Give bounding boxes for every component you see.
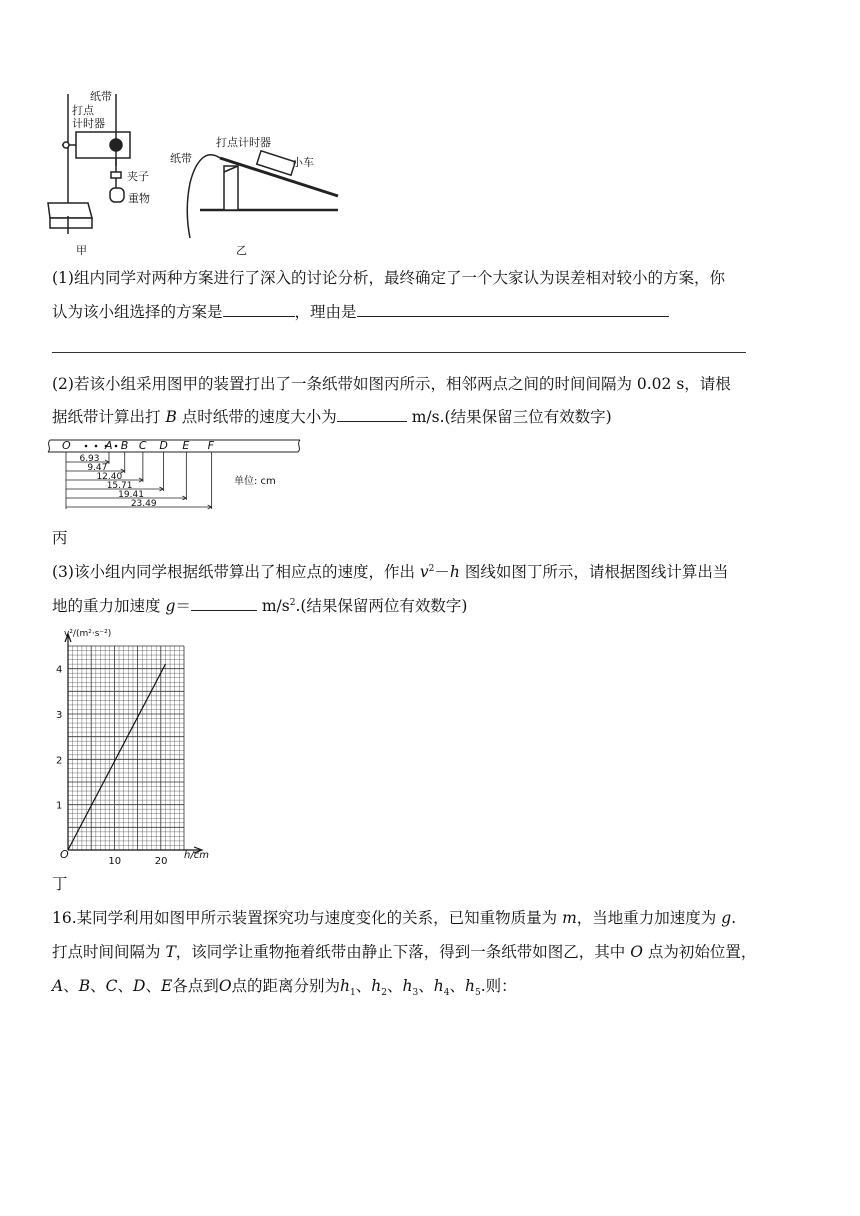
q1-text-a: 认为该小组选择的方案是	[52, 303, 223, 321]
q16-text-g: 各点到	[172, 977, 219, 995]
tape-distance-label: 6.93	[79, 454, 100, 464]
q16-h-var: h	[433, 977, 444, 995]
apparatus-figure	[40, 88, 360, 260]
q16-line2	[52, 942, 756, 962]
q16-h-var: h	[371, 977, 382, 995]
chart-origin-label: O	[60, 848, 69, 861]
x-tick-label: 10	[108, 856, 122, 864]
tape-distance-label: 15.71	[106, 481, 133, 491]
q1-line2	[52, 302, 669, 322]
q1-answer-blank-2[interactable]	[357, 302, 669, 317]
q16-h-var: h	[464, 977, 475, 995]
q16-point-E: E	[160, 977, 173, 995]
tape-dot	[115, 445, 118, 448]
label-weight: 重物	[128, 192, 150, 205]
q16-text-end: .则：	[480, 977, 517, 995]
q16-line1	[52, 908, 736, 928]
label-timer-jia-1: 打点	[72, 104, 94, 117]
q1-line1: (1)组内同学对两种方案进行了深入的讨论分析，最终确定了一个大家认为误差相对较小的方案，你	[52, 269, 725, 287]
q3-text-g: .(结果保留两位有效数字)	[295, 597, 468, 615]
q2-answer-blank[interactable]	[337, 407, 407, 422]
tape-point-label: F	[207, 439, 214, 452]
tape-point-label: O	[62, 439, 71, 452]
q2-text-c: 点时纸带的速度大小为	[181, 408, 337, 426]
tape-distance-label: 12.40	[96, 472, 123, 482]
q16-point-D: D	[133, 977, 146, 995]
q16-point-A: A	[52, 977, 64, 995]
q16-h-sub: 5	[474, 988, 481, 999]
tape-distance-label: 23.49	[130, 499, 157, 509]
q2-text-a: 据纸带计算出打	[52, 408, 161, 426]
label-paper-yi: 纸带	[170, 152, 192, 165]
y-tick-label: 2	[56, 755, 63, 767]
y-tick-label: 1	[56, 800, 63, 812]
q16-h-sub: 2	[381, 988, 387, 999]
q16-text-a: 16.某同学利用如图甲所示装置探究功与速度变化的关系，已知重物质量为	[52, 909, 558, 927]
paper-tape-figure	[44, 436, 304, 518]
y-tick-label: 4	[56, 664, 63, 676]
q16-line3	[52, 976, 517, 999]
y-tick-label: 3	[56, 710, 63, 721]
q16-sep-1: 、	[63, 977, 79, 995]
q16-var-T: T	[165, 943, 176, 961]
q16-h-sub: 1	[350, 988, 356, 999]
q16-var-g: g	[721, 909, 732, 927]
label-timer-jia-2: 计时器	[72, 117, 105, 130]
tape-distance-label: 9.47	[87, 463, 108, 473]
q16-text-c: .	[731, 909, 737, 927]
q2-point-b: B	[165, 408, 177, 426]
chart-xlabel: h/cm	[184, 850, 209, 861]
figure-yi	[187, 151, 338, 238]
tape-point-label: B	[120, 439, 129, 452]
tape-point-label: A	[104, 439, 113, 452]
tape-dot	[85, 445, 88, 448]
label-paper-jia: 纸带	[90, 90, 112, 103]
q3-line2: 地的重力加速度 $g= m/s^2$.(结果保留两位有效数字)	[52, 597, 468, 615]
q3-text-e: ＝	[175, 597, 191, 615]
q3-text-a: (3)该小组内同学根据纸带算出了相应点的速度，作出	[52, 563, 415, 581]
q16-text-d: 打点时间间隔为	[52, 943, 161, 961]
q2-text-d: m/s.(结果保留三位有效数字)	[406, 408, 612, 426]
q3-text-f: m/s	[256, 597, 290, 615]
q16-sep-2: 、	[90, 977, 106, 995]
q16-var-m: m	[562, 909, 577, 927]
q16-h-sep: 、	[449, 977, 465, 995]
tape-caption: 丙	[52, 529, 68, 547]
caption-yi: 乙	[236, 244, 247, 257]
v2-h-chart	[52, 624, 228, 864]
chart-ylabel: v²/(m²·s⁻²)	[64, 629, 112, 639]
label-timer-yi: 打点计时器	[216, 136, 271, 149]
q16-h-var: h	[402, 977, 413, 995]
q16-text-b: ，当地重力加速度为	[576, 909, 717, 927]
tape-unit-label: 单位: cm	[234, 476, 276, 487]
q3-answer-blank[interactable]	[191, 596, 257, 611]
tape-point-label: D	[159, 439, 168, 452]
tape-dot	[95, 445, 98, 448]
q16-text-h: 点的距离分别为	[231, 977, 341, 995]
q3-text-c: 图线如图丁所示，请根据图线计算出当	[464, 563, 729, 581]
q1-answer-line-3[interactable]	[52, 352, 746, 353]
q2-line1: (2)若该小组采用图甲的装置打出了一条纸带如图丙所示，相邻两点之间的时间间隔为 0.02 s，请根	[52, 375, 731, 393]
q16-sep-4: 、	[145, 977, 161, 995]
label-car: 小车	[292, 156, 314, 169]
q16-h-var: h	[340, 977, 351, 995]
q16-point-O: O	[218, 977, 232, 995]
q3-var-g: g	[165, 597, 176, 615]
q16-h-sub: 3	[412, 988, 419, 999]
q16-h-sep: 、	[387, 977, 403, 995]
q1-answer-blank-1[interactable]	[223, 302, 295, 317]
q16-text-e: ，该同学让重物拖着纸带由静止下落，得到一条纸带如图乙，其中	[175, 943, 626, 961]
q16-point-B: B	[78, 977, 91, 995]
series-line	[68, 664, 165, 850]
tape-point-label: C	[138, 439, 147, 452]
tape-distance-label: 19.41	[118, 490, 144, 500]
q16-h-list	[340, 977, 481, 999]
q3-text-d: 地的重力加速度	[52, 597, 161, 615]
q1-text-b: ，理由是	[294, 303, 357, 321]
q3-var-h: h	[449, 563, 460, 581]
q16-var-O: O	[630, 943, 643, 961]
chart-caption: 丁	[52, 875, 68, 893]
q16-h-sep: 、	[418, 977, 434, 995]
q3-var-v: v	[419, 563, 429, 581]
q3-text-b: －	[434, 563, 450, 581]
q16-h-sub: 4	[443, 988, 450, 999]
q2-line2	[52, 407, 612, 427]
caption-jia: 甲	[76, 244, 87, 257]
tape-point-label: E	[182, 439, 190, 452]
q3-line1: (3)该小组内同学根据纸带算出了相应点的速度，作出 $v^2-h$ 图线如图丁所示，请根据图线计算出当	[52, 563, 729, 581]
q16-text-f: 点为初始位置，	[647, 943, 757, 961]
q16-point-C: C	[105, 977, 118, 995]
q16-h-sep: 、	[355, 977, 372, 995]
label-clip: 夹子	[127, 170, 149, 183]
q16-sep-3: 、	[117, 977, 134, 995]
x-tick-label: 20	[154, 856, 168, 864]
